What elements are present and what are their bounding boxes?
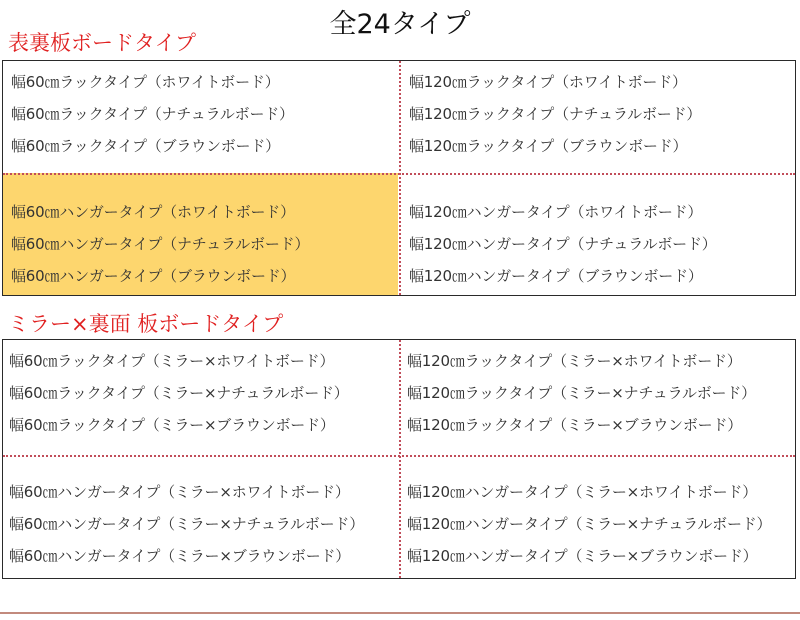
list-item[interactable]: 幅120㎝ラックタイプ（ブラウンボード） <box>409 137 688 155</box>
list-item[interactable]: 幅60㎝ラックタイプ（ホワイトボード） <box>11 73 280 91</box>
list-item[interactable]: 幅60㎝ハンガータイプ（ナチュラルボード） <box>11 235 310 253</box>
section-title-board: 表裏板ボードタイプ <box>8 31 196 55</box>
list-item[interactable]: 幅120㎝ラックタイプ（ナチュラルボード） <box>409 105 702 123</box>
section-box-mirror <box>2 339 796 579</box>
section-box-board <box>2 60 796 296</box>
list-item[interactable]: 幅60㎝ラックタイプ（ミラー×ホワイトボード） <box>9 352 335 370</box>
horizontal-divider <box>3 173 795 175</box>
list-item[interactable]: 幅120㎝ハンガータイプ（ナチュラルボード） <box>409 235 717 253</box>
list-item[interactable]: 幅60㎝ラックタイプ（ミラー×ブラウンボード） <box>9 416 335 434</box>
list-item[interactable]: 幅60㎝ハンガータイプ（ミラー×ホワイトボード） <box>9 483 350 501</box>
list-item[interactable]: 幅120㎝ハンガータイプ（ミラー×ホワイトボード） <box>407 483 758 501</box>
list-item[interactable]: 幅60㎝ハンガータイプ（ミラー×ナチュラルボード） <box>9 515 365 533</box>
horizontal-divider <box>3 455 795 457</box>
list-item[interactable]: 幅60㎝ラックタイプ（ブラウンボード） <box>11 137 280 155</box>
list-item[interactable]: 幅120㎝ハンガータイプ（ホワイトボード） <box>409 203 703 221</box>
list-item[interactable]: 幅120㎝ラックタイプ（ミラー×ブラウンボード） <box>407 416 743 434</box>
list-item[interactable]: 幅60㎝ラックタイプ（ナチュラルボード） <box>11 105 294 123</box>
list-item[interactable]: 幅120㎝ラックタイプ（ホワイトボード） <box>409 73 687 91</box>
list-item[interactable]: 幅60㎝ラックタイプ（ミラー×ナチュラルボード） <box>9 384 349 402</box>
section-title-mirror: ミラー×裏面 板ボードタイプ <box>8 312 284 336</box>
bottom-divider <box>0 612 800 614</box>
list-item[interactable]: 幅120㎝ハンガータイプ（ミラー×ナチュラルボード） <box>407 515 772 533</box>
list-item[interactable]: 幅60㎝ハンガータイプ（ホワイトボード） <box>11 203 295 221</box>
list-item[interactable]: 幅60㎝ハンガータイプ（ミラー×ブラウンボード） <box>9 547 351 565</box>
list-item[interactable]: 幅120㎝ラックタイプ（ミラー×ナチュラルボード） <box>407 384 756 402</box>
vertical-divider <box>399 61 401 295</box>
page-title: 全24タイプ <box>329 9 471 40</box>
list-item[interactable]: 幅120㎝ラックタイプ（ミラー×ホワイトボード） <box>407 352 742 370</box>
list-item[interactable]: 幅120㎝ハンガータイプ（ブラウンボード） <box>409 267 703 285</box>
list-item[interactable]: 幅60㎝ハンガータイプ（ブラウンボード） <box>11 267 296 285</box>
vertical-divider <box>399 340 401 578</box>
list-item[interactable]: 幅120㎝ハンガータイプ（ミラー×ブラウンボード） <box>407 547 758 565</box>
